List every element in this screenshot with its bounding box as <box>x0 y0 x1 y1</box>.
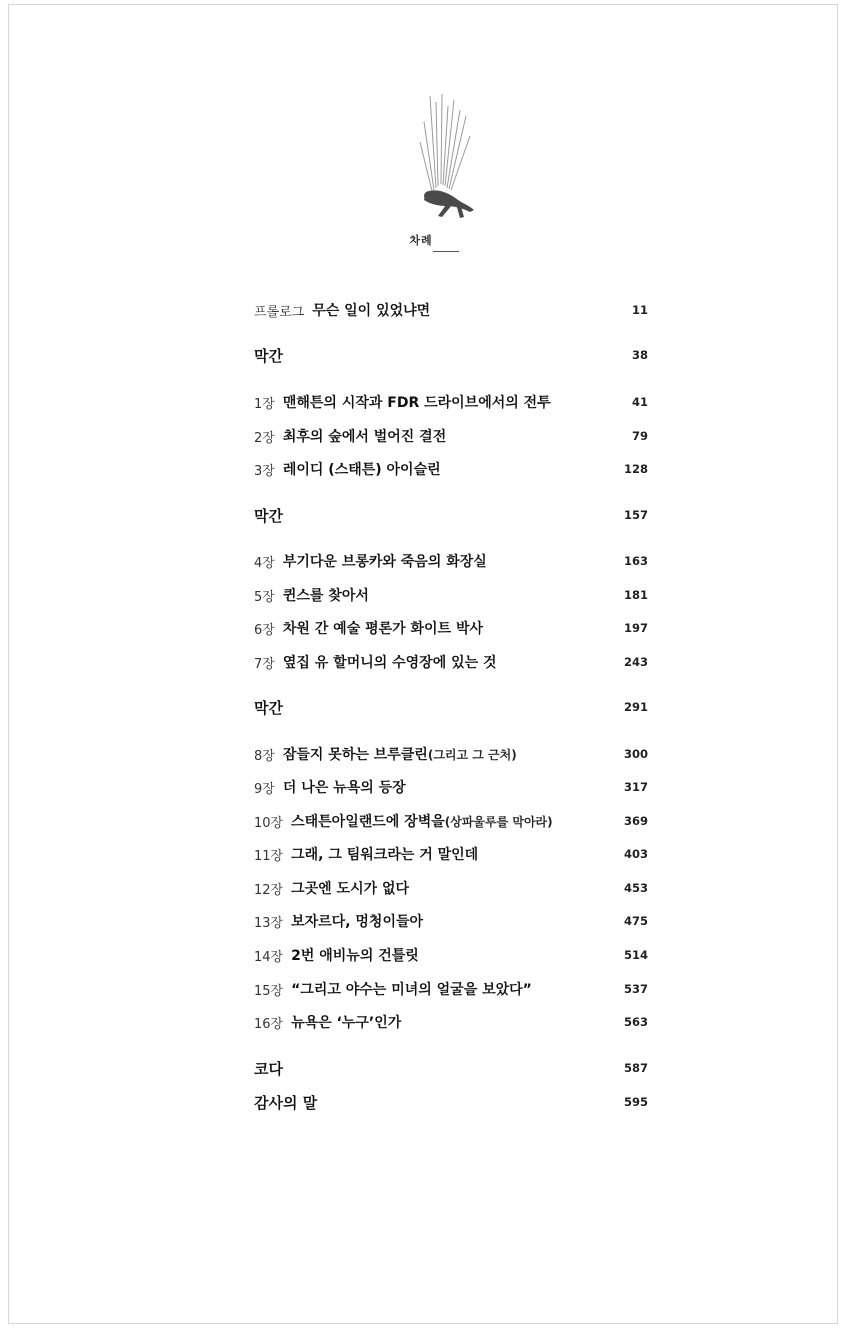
toc-entry-chapter-11[interactable] <box>254 842 648 866</box>
entry-title: 코다 <box>254 1059 283 1078</box>
entry-title: “그리고 야수는 미녀의 얼굴을 보았다” <box>291 982 532 998</box>
entry-label: 3장 <box>254 463 275 479</box>
entry-label: 2장 <box>254 430 275 446</box>
toc-entry-acknowledgments[interactable] <box>254 1090 648 1114</box>
entry-title: 막간 <box>254 698 283 717</box>
entry-label: 5장 <box>254 589 275 605</box>
entry-title: 옆집 유 할머니의 수영장에 있는 것 <box>282 655 497 671</box>
toc-entry-chapter-2[interactable] <box>254 424 648 448</box>
entry-title: 더 나은 뉴욕의 등장 <box>282 780 406 796</box>
toc-entry-chapter-4[interactable] <box>254 549 648 573</box>
toc-entry-chapter-5[interactable] <box>254 583 648 607</box>
page-number: 291 <box>623 700 648 714</box>
entry-label: 6장 <box>254 622 275 638</box>
page-number: 317 <box>623 780 648 794</box>
toc-entry-chapter-9[interactable] <box>254 775 648 799</box>
page-number: 537 <box>623 982 648 996</box>
toc-entry-chapter-16[interactable] <box>254 1010 648 1034</box>
toc-entry-chapter-1[interactable] <box>254 390 648 414</box>
entry-title: 차원 간 예술 평론가 화이트 박사 <box>282 621 484 637</box>
page-number: 157 <box>623 508 648 522</box>
entry-subtitle: (그리고 그 근처) <box>427 747 517 762</box>
entry-label: 4장 <box>254 555 275 571</box>
toc-entry-interlude[interactable] <box>254 503 648 527</box>
entry-label: 1장 <box>254 396 275 412</box>
entry-title: 뉴욕은 ‘누구’인가 <box>291 1015 402 1031</box>
page-number: 128 <box>623 462 648 476</box>
entry-title: 레이디 (스태튼) 아이슬린 <box>282 462 441 478</box>
entry-label: 프롤로그 <box>254 304 305 320</box>
entry-title: 무슨 일이 있었냐면 <box>312 303 431 319</box>
toc-entry-coda[interactable] <box>254 1056 648 1080</box>
entry-title: 스태튼아일랜드에 장벽을 <box>291 814 445 830</box>
entry-title: 감사의 말 <box>254 1093 318 1112</box>
entry-title: 그곳엔 도시가 없다 <box>291 881 410 897</box>
entry-label: 15장 <box>254 983 284 999</box>
entry-title: 잠들지 못하는 브루클린 <box>282 747 428 763</box>
entry-title: 최후의 숲에서 벌어진 결전 <box>282 429 447 445</box>
toc-entry-chapter-6[interactable] <box>254 616 648 640</box>
page-number: 163 <box>623 554 648 568</box>
toc-entry-interlude[interactable] <box>254 343 648 367</box>
page-number: 79 <box>631 429 648 443</box>
page-number: 243 <box>623 655 648 669</box>
page-number: 369 <box>623 814 648 828</box>
entry-title: 그래, 그 팀워크라는 거 말인데 <box>291 847 479 863</box>
page-number: 475 <box>623 914 648 928</box>
toc-entry-chapter-3[interactable] <box>254 457 648 481</box>
page-number: 181 <box>623 588 648 602</box>
entry-title: 막간 <box>254 506 283 525</box>
toc-entry-chapter-15[interactable] <box>254 977 648 1001</box>
entry-label: 8장 <box>254 748 275 764</box>
entry-label: 14장 <box>254 949 284 965</box>
entry-title: 2번 애비뉴의 건틀릿 <box>291 948 419 964</box>
toc-entry-chapter-14[interactable] <box>254 943 648 967</box>
page-number: 38 <box>631 348 648 362</box>
entry-title: 막간 <box>254 346 283 365</box>
toc-entry-chapter-7[interactable] <box>254 650 648 674</box>
page-number: 197 <box>623 621 648 635</box>
page-number: 563 <box>623 1015 648 1029</box>
entry-label: 12장 <box>254 882 284 898</box>
page-number: 41 <box>631 395 648 409</box>
page-number: 11 <box>631 303 648 317</box>
heading-underline <box>433 251 459 252</box>
page-number: 453 <box>623 881 648 895</box>
entry-label: 7장 <box>254 656 275 672</box>
falling-figure-illustration <box>408 92 480 222</box>
entry-subtitle: (상파울루를 막아라) <box>444 814 553 829</box>
entry-label: 11장 <box>254 848 284 864</box>
page-number: 300 <box>623 747 648 761</box>
page-number: 403 <box>623 847 648 861</box>
toc-entry-chapter-13[interactable] <box>254 909 648 933</box>
entry-title: 보자르다, 멍청이들아 <box>291 914 424 930</box>
page-number: 595 <box>623 1095 648 1109</box>
entry-label: 9장 <box>254 781 275 797</box>
entry-title: 퀸스를 찾아서 <box>282 588 369 604</box>
toc-heading: 차례 <box>409 234 433 247</box>
toc-entry-chapter-8[interactable] <box>254 742 648 766</box>
toc-entry-prologue[interactable] <box>254 298 648 322</box>
toc-entry-interlude[interactable] <box>254 695 648 719</box>
toc-entry-chapter-12[interactable] <box>254 876 648 900</box>
entry-title: 맨해튼의 시작과 FDR 드라이브에서의 전투 <box>282 395 551 411</box>
entry-label: 16장 <box>254 1016 284 1032</box>
toc-entry-chapter-10[interactable] <box>254 809 648 833</box>
entry-label: 13장 <box>254 915 284 931</box>
entry-label: 10장 <box>254 815 284 831</box>
page-number: 587 <box>623 1061 648 1075</box>
page-number: 514 <box>623 948 648 962</box>
entry-title: 부기다운 브롱카와 죽음의 화장실 <box>282 554 487 570</box>
